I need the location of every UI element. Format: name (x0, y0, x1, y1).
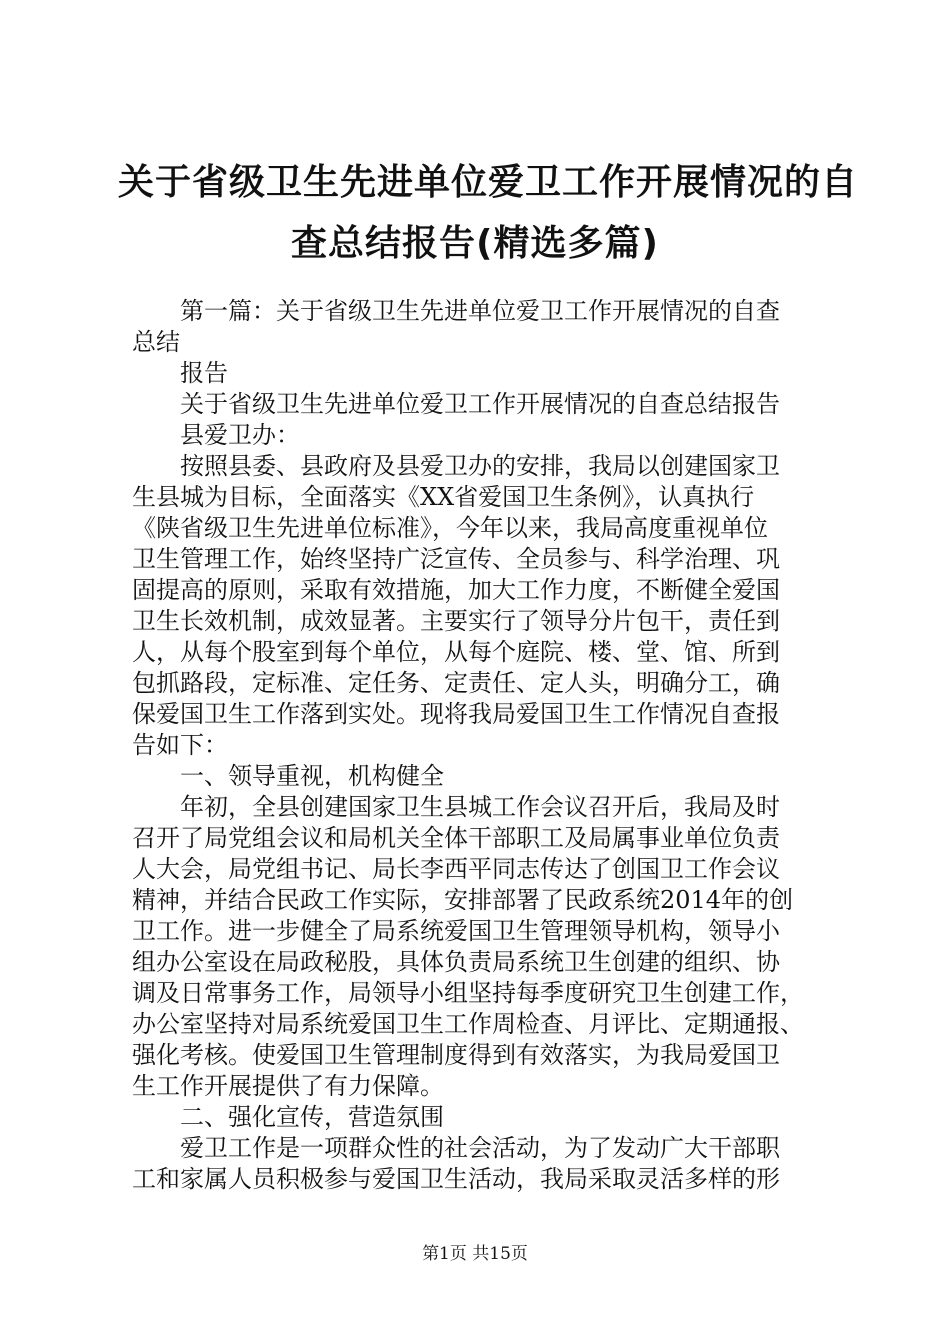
body-line: 一、领导重视，机构健全 (180, 762, 444, 790)
document-title-line-2: 查总结报告(精选多篇) (291, 223, 659, 264)
body-line: 精神，并结合民政工作实际，安排部署了民政系统2014年的创 (132, 886, 794, 914)
body-line: 组办公室设在局政秘股，具体负责局系统卫生创建的组织、协 (132, 948, 780, 976)
body-line: 总结 (132, 328, 180, 356)
body-line: 报告 (180, 359, 228, 387)
page-footer: 第1页 共15页 (422, 1244, 528, 1264)
body-line: 工和家属人员积极参与爱国卫生活动，我局采取灵活多样的形 (132, 1165, 780, 1193)
body-line: 人，从每个股室到每个单位，从每个庭院、楼、堂、馆、所到 (132, 638, 780, 666)
body-line: 强化考核。使爱国卫生管理制度得到有效落实，为我局爱国卫 (132, 1041, 780, 1069)
body-line: 保爱国卫生工作落到实处。现将我局爱国卫生工作情况自查报 (132, 700, 780, 728)
body-line: 生工作开展提供了有力保障。 (132, 1072, 444, 1100)
body-line: 生县城为目标，全面落实《XX省爱国卫生条例》，认真执行 (132, 483, 755, 511)
body-line: 卫生管理工作，始终坚持广泛宣传、全员参与、科学治理、巩 (132, 545, 780, 573)
document-body (132, 296, 832, 1195)
body-line: 告如下： (132, 731, 228, 759)
body-line: 县爱卫办： (180, 421, 300, 449)
body-line: 年初，全县创建国家卫生县城工作会议召开后，我局及时 (180, 793, 780, 821)
body-line: 卫生长效机制，成效显著。主要实行了领导分片包干，责任到 (132, 607, 780, 635)
body-line: 按照县委、县政府及县爱卫办的安排，我局以创建国家卫 (180, 452, 780, 480)
body-line: 人大会，局党组书记、局长李西平同志传达了创国卫工作会议 (132, 855, 780, 883)
body-line: 包抓路段，定标准、定任务、定责任、定人头，明确分工，确 (132, 669, 780, 697)
body-line: 《陕省级卫生先进单位标准》，今年以来，我局高度重视单位 (132, 514, 768, 542)
body-line: 调及日常事务工作，局领导小组坚持每季度研究卫生创建工作， (132, 979, 804, 1007)
body-line: 固提高的原则，采取有效措施，加大工作力度，不断健全爱国 (132, 576, 780, 604)
document-title-line-1: 关于省级卫生先进单位爱卫工作开展情况的自 (118, 162, 859, 203)
body-line: 爱卫工作是一项群众性的社会活动，为了发动广大干部职 (180, 1134, 780, 1162)
body-line: 二、强化宣传，营造氛围 (180, 1103, 444, 1131)
body-line: 卫工作。进一步健全了局系统爱国卫生管理领导机构，领导小 (132, 917, 780, 945)
body-line: 办公室坚持对局系统爱国卫生工作周检查、月评比、定期通报、 (132, 1010, 804, 1038)
body-line: 关于省级卫生先进单位爱卫工作开展情况的自查总结报告 (180, 390, 780, 418)
body-line: 第一篇：关于省级卫生先进单位爱卫工作开展情况的自查 (180, 297, 780, 325)
body-line: 召开了局党组会议和局机关全体干部职工及局属事业单位负责 (132, 824, 780, 852)
